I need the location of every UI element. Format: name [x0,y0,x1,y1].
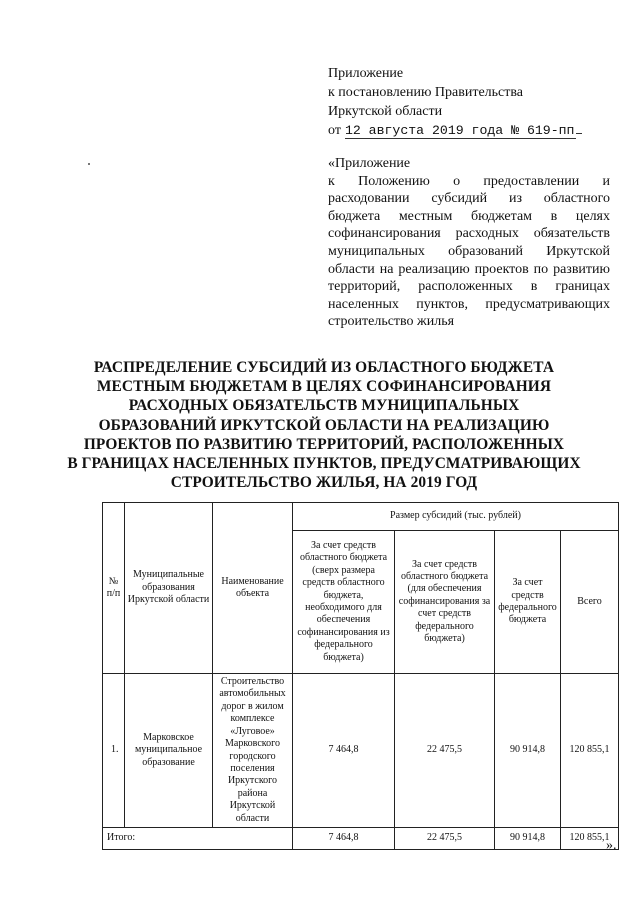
title-line-1: РАСПРЕДЕЛЕНИЕ СУБСИДИЙ ИЗ ОБЛАСТНОГО БЮДЖЕТА [93,359,555,376]
regulation-first-line: «Приложение [328,156,411,171]
header-subsidy-group: Размер субсидий (тыс. рублей) [293,503,619,531]
header-regional-extra: За счет средств областного бюджета (сверх размера средств областного бюджета, необходимого для обеспечения софинансирования из федерального бюджета) [293,531,395,674]
table-row [103,674,619,828]
row-value-federal: 90 914,8 [495,674,561,828]
title-line-6: В ГРАНИЦАХ НАСЕЛЕННЫХ ПУНКТОВ, ПРЕДУСМАТРИВАЮЩИХ [67,455,581,473]
total-value-total: 120 855,1 [561,828,619,850]
total-value-federal: 90 914,8 [495,828,561,850]
title-line-3: РАСХОДНЫХ ОБЯЗАТЕЛЬСТВ МУНИЦИПАЛЬНЫХ [128,397,520,415]
row-num: 1. [103,674,125,828]
header-object: Наименование объекта [213,503,293,674]
title-line-5: ПРОЕКТОВ ПО РАЗВИТИЮ ТЕРРИТОРИЙ, РАСПОЛОЖЕННЫХ [83,435,565,453]
row-value-regional-extra: 7 464,8 [293,674,395,828]
date-prefix: от [328,123,341,138]
row-municipality: Марковское муниципальное образование [125,674,213,828]
closing-quote: ». [606,838,617,853]
header-federal: За счет средств федерального бюджета [495,531,561,674]
row-object: Строительство автомобильных дорог в жилом комплексе «Луговое» Марковского городского поселения Иркутского района Иркутской области [213,674,293,828]
approval-header [328,64,610,140]
header-line-1: Приложение [328,66,404,81]
resolution-date-number: 12 августа 2019 года № 619-пп [344,123,575,138]
margin-mark [88,163,90,165]
header-regional-cofinancing: За счет средств областного бюджета (для обеспечения софинансирования за счет средств федерального бюджета) [395,531,495,674]
table-header-row [103,503,619,531]
header-num: № п/п [103,503,125,674]
regulation-reference [328,155,610,331]
total-value-regional-extra: 7 464,8 [293,828,395,850]
subsidy-table [102,502,619,850]
header-date-line [328,121,610,140]
total-label: Итого: [103,828,293,850]
document-title [40,358,608,492]
total-value-regional-cofinancing: 22 475,5 [395,828,495,850]
title-line-4: ОБРАЗОВАНИЙ ИРКУТСКОЙ ОБЛАСТИ НА РЕАЛИЗАЦИЮ [98,416,550,434]
header-municipality: Муниципальные образования Иркутской области [125,503,213,674]
regulation-body: к Положению о предоставлении и расходовании субсидий из областного бюджета местным бюджетам в целях софинансирования расходных обязательств муниципальных образований Иркутской области на реализацию проектов по развитию территорий, расположенных в границах населенных пунктов, предусматривающих строительство жилья [328,173,610,330]
title-line-2: МЕСТНЫМ БЮДЖЕТАМ В ЦЕЛЯХ СОФИНАНСИРОВАНИЯ [96,378,552,396]
header-total: Всего [561,531,619,674]
header-line-3: Иркутской области [328,104,443,119]
header-line-2: к постановлению Правительства [328,85,524,100]
table-total-row [103,828,619,850]
title-line-7: СТРОИТЕЛЬСТВО ЖИЛЬЯ, НА 2019 ГОД [170,474,478,492]
row-value-regional-cofinancing: 22 475,5 [395,674,495,828]
row-value-total: 120 855,1 [561,674,619,828]
